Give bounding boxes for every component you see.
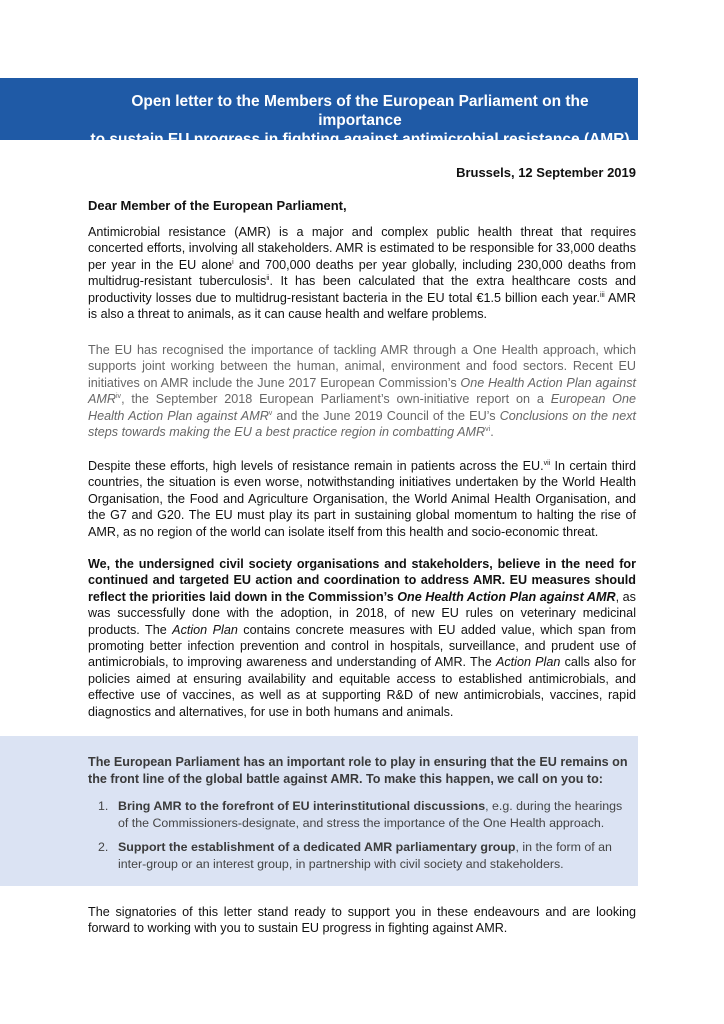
- title-banner: [0, 78, 638, 148]
- paragraph-resistance-levels: Despite these efforts, high levels of resistance remain in patients across the EU.$^{vii}$ In certain third countries, the situation is even worse, notwithstanding initiatives undertaken by the World Health Organisation, the Food and Agriculture Organisation, the World Animal Health Organisation, and the G7 and G20. The EU must play its part in sustaining global momentum to halting the rise of AMR, as no region of the world can isolate itself from this health and socio-economic threat.: [88, 459, 636, 539]
- list-item: 2. Support the establishment of a dedicated AMR parliamentary group, in the form of an inter-group or an interest group, in partnership with civil society and stakeholders.: [98, 840, 612, 871]
- paragraph-amr-threat: Antimicrobial resistance (AMR) is a major and complex public health threat that requires concerted efforts, involving all stakeholders. AMR is estimated to be responsible for 33,000 deaths per year in the EU alone$^i$ and 700,000 deaths per year globally, including 230,000 deaths from multidrug-resistant tuberculosis$^{ii}$. It has been calculated that the extra healthcare costs and productivity losses due to multidrug-resistant bacteria in the EU total €1.5 billion each year.$^{iii}$ AMR is also a threat to animals, as it can cause health and welfare problems.: [88, 225, 637, 322]
- paragraph-eu-initiatives: The EU has recognised the importance of tackling AMR through a One Health approach, which supports joint working between the human, animal, environment and food sectors. Recent EU initiatives on AMR include the June 2017 European Commission’s One Health Action Plan against AMR$^{iv}$, the September 2018 European Parliament’s own-initiative report on a European One Health Action Plan against AMR$^v$ and the June 2019 Council of the EU’s Conclusions on the next steps towards making the EU a best practice region in combatting AMR$^{vi}$.: [88, 343, 636, 440]
- paragraph-undersigned: We, the undersigned civil society organisations and stakeholders, believe in the need for continued and targeted EU action and coordination to address AMR. EU measures should reflect the priorities laid down in the Commission’s One Health Action Plan against AMR, as was successfully done with the adoption, in 2018, of new EU rules on veterinary medicinal products. The Action Plan contains concrete measures with EU added value, which span from promoting better infection prevention and control in hospitals, surveillance, and prudent use of antimicrobials, to improving awareness and understanding of AMR. The Action Plan calls also for policies aimed at ensuring availability and equitable access to established antimicrobials, and effective use of vaccines, as well as at supporting R&D of new antimicrobials, vaccines, rapid diagnostics and alternatives, for use in both humans and animals.: [88, 557, 636, 719]
- closing-paragraph: The signatories of this letter stand ready to support you in these endeavours and are looking forward to working with you to sustain EU progress in fighting against AMR.: [88, 905, 636, 936]
- call-to-action-intro: The European Parliament has an important role to play in ensuring that the EU remains on the front line of the global battle against AMR. To make this happen, we call on you to:: [88, 755, 628, 786]
- list-item: 1. Bring AMR to the forefront of EU interinstitutional discussions, e.g. during the hearings of the Commissioners-designate, and stress the importance of the One Health approach.: [98, 799, 623, 830]
- action-list: [88, 798, 628, 880]
- salutation: Dear Member of the European Parliament,: [88, 198, 347, 213]
- call-to-action-box: [0, 736, 638, 886]
- letter-date: Brussels, 12 September 2019: [456, 165, 636, 180]
- letter-title: Open letter to the Members of the European Parliament on the importance to sustain EU progress in fighting against antimicrobial resistance (AMR): [90, 93, 630, 148]
